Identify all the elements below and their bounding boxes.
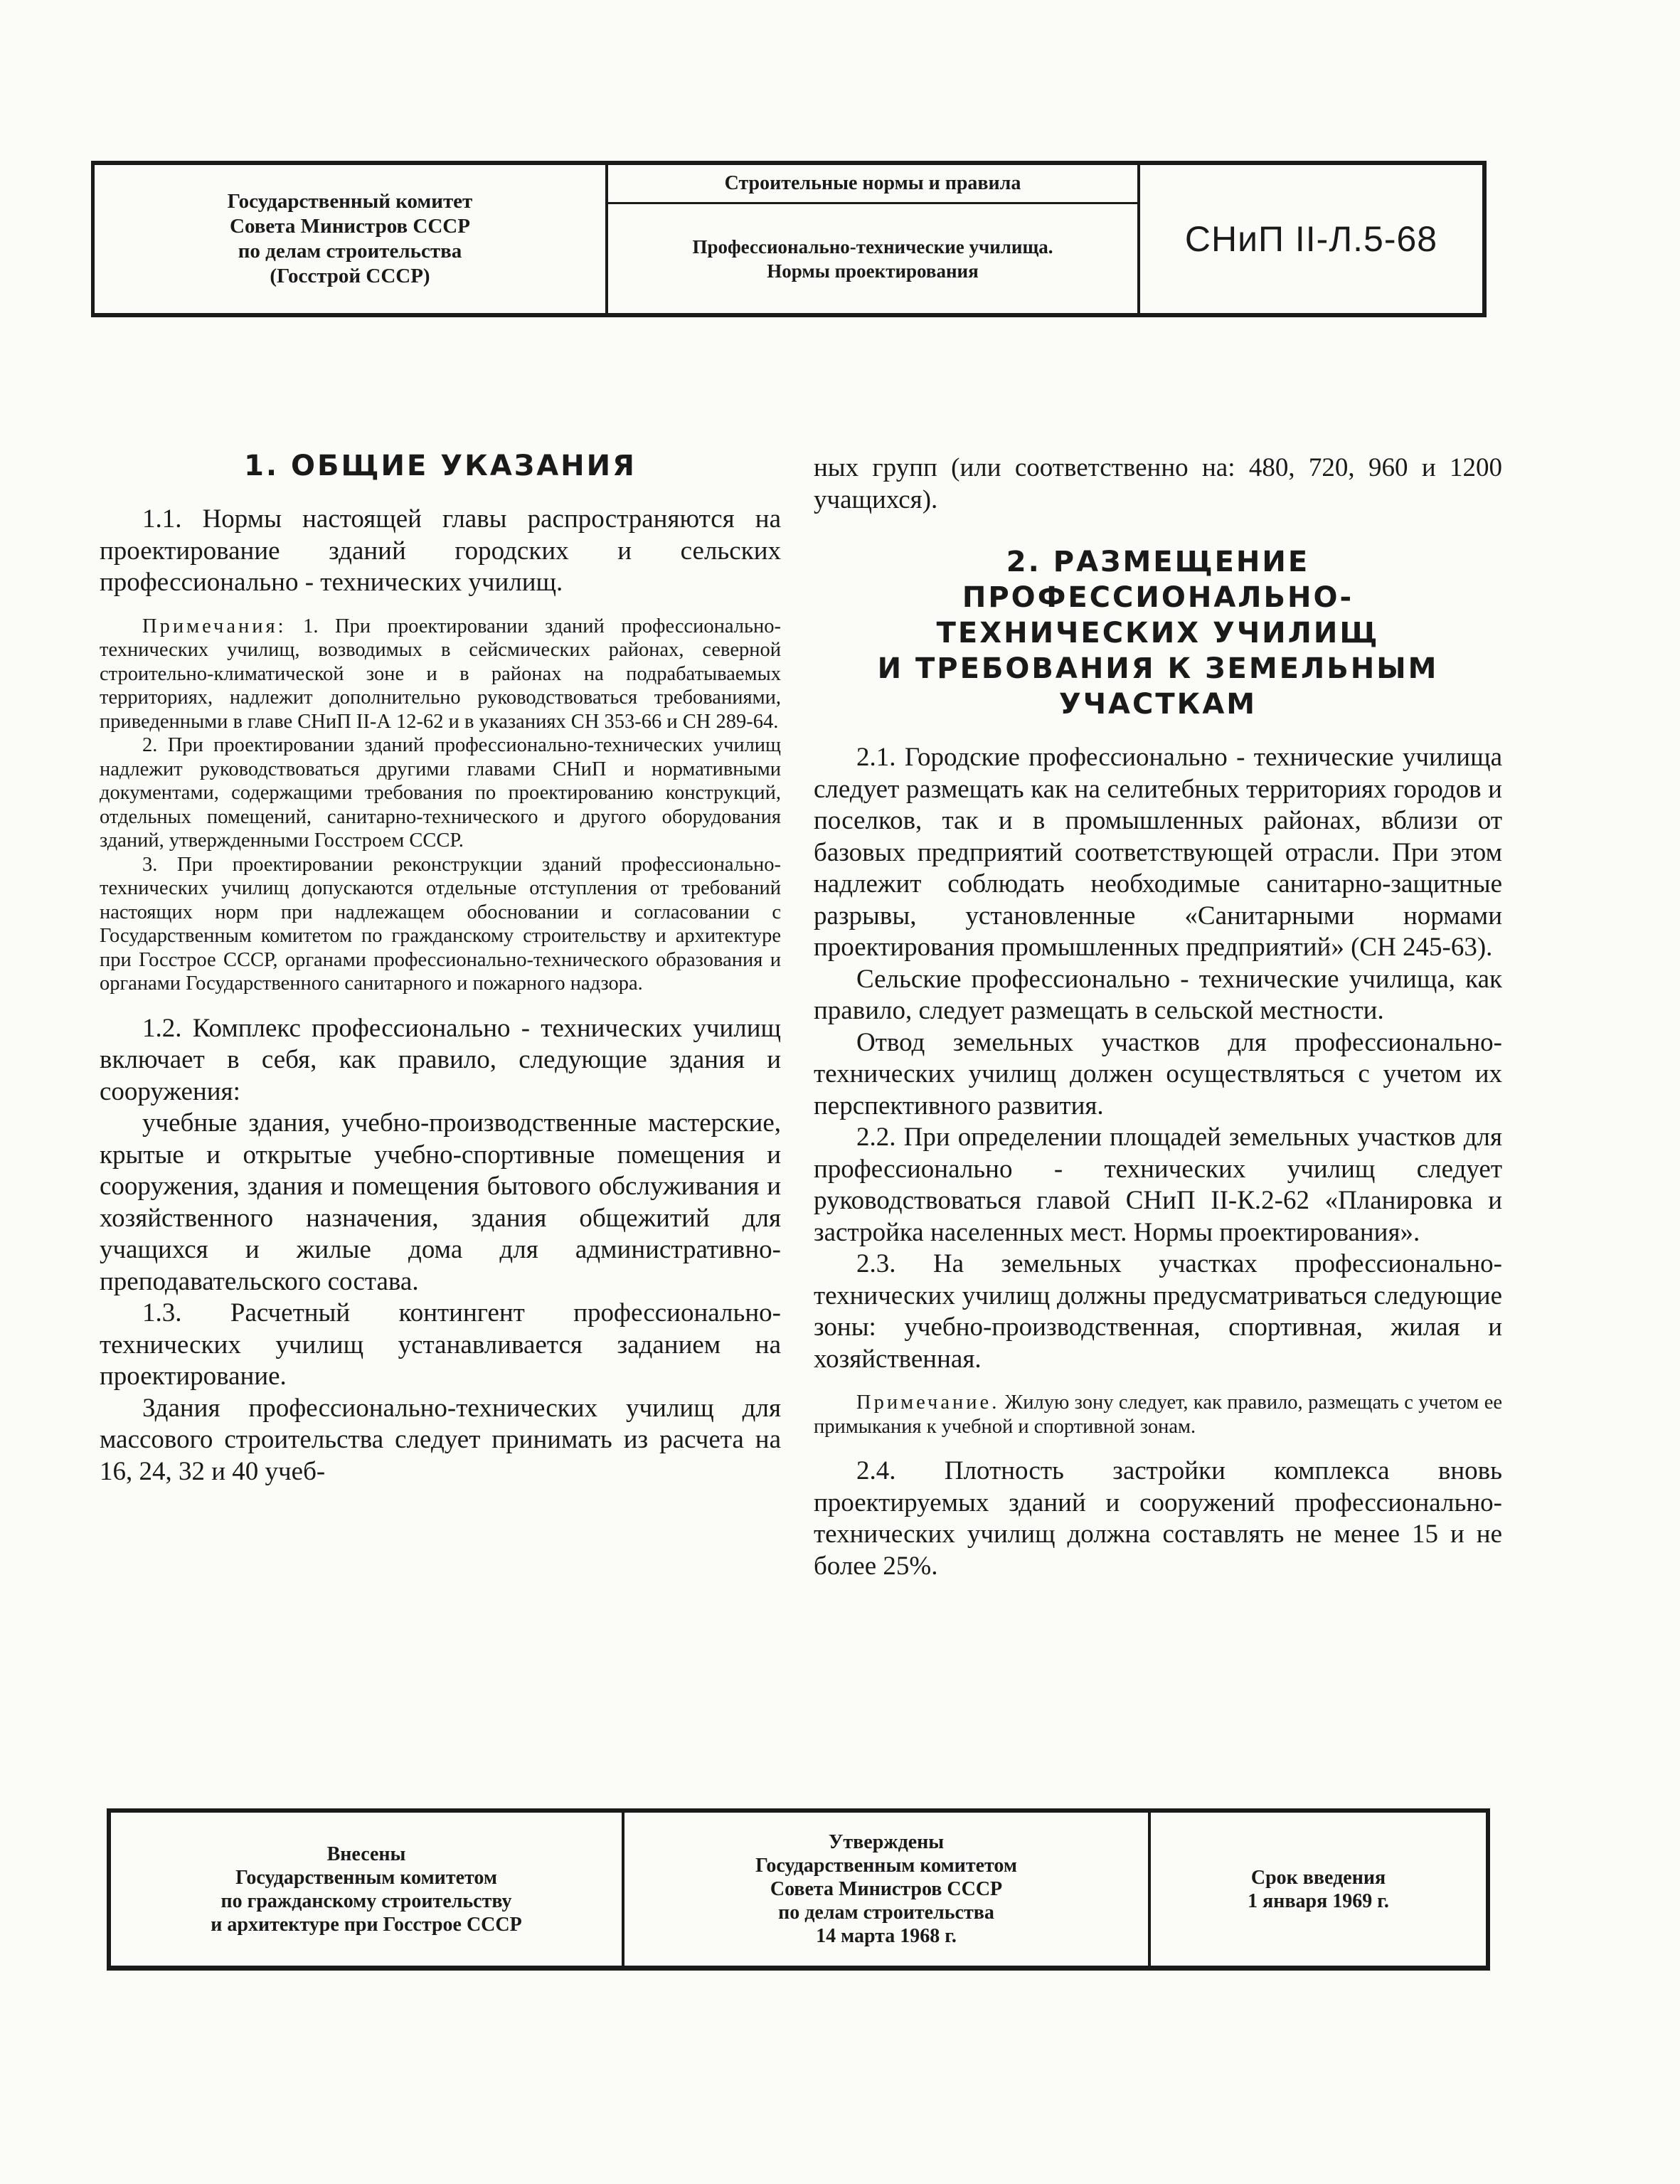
section-2-title-line: ТЕХНИЧЕСКИХ УЧИЛИЩ xyxy=(936,617,1380,650)
right-column xyxy=(814,452,1502,1582)
paragraph-continuation: ных групп (или соответственно на: 480, 720, 960 и 1200 учащихся). xyxy=(814,453,1502,514)
section-2-title-line: И ТРЕБОВАНИЯ К ЗЕМЕЛЬНЫМ xyxy=(877,652,1439,685)
approved-line: Совета Министров СССР xyxy=(770,1878,1003,1900)
note-text: Жилую зону следует, как правило, размещать с учетом ее примыкания к учебной и спортивной зонам. xyxy=(814,1391,1503,1438)
paragraph-1-3-cont: Здания профессионально-технических училищ для массового строительства следует принимать из расчета на 16, 24, 32 и 40 учеб- xyxy=(100,1393,781,1486)
note-3: 3. При проектировании реконструкции зданий профессионально-технических училищ допускаются отдельные отступления от требований настоящих норм при надлежащем обосновании и согласовании с Государственным комитетом по гражданскому строительству и архитектуре при Госстрое СССР, органами профессионально-технического образования и органами Государственного санитарного и пожарного надзора. xyxy=(100,853,781,995)
note-1: 1. При проектировании зданий профессионально-технических училищ, возводимых в сейсмических районах, северной строительно-климатической зоне и в районах на подрабатываемых территориях, надлежит дополнительно руководствоваться требованиями, приведенными в главе СНиП II-А 12-62 и в указаниях СН 353-66 и СН 289-64. xyxy=(100,615,781,733)
approved-by-block xyxy=(624,1813,1151,1966)
paragraph-2-1: 2.1. Городские профессионально - технические училища следует размещать как на селитебных территориях городов и поселков, так и в промышленных районах, вблизи от базовых предприятий соответствующей отрасли. При этом надлежит соблюдать необходимые санитарно-защитные разрывы, установленные «Санитарными нормами проектирования промышленных предприятий» (СН 245-63). xyxy=(814,743,1502,962)
approved-line: по делам строительства xyxy=(778,1902,994,1924)
section-2-title-line: 2. РАЗМЕЩЕНИЕ ПРОФЕССИОНАЛЬНО- xyxy=(962,546,1354,614)
submitted-by-block xyxy=(111,1813,624,1966)
notes-block xyxy=(100,615,781,996)
document-title-block xyxy=(608,165,1140,313)
paragraph-1-2-list: учебные здания, учебно-производственные мастерские, крытые и открытые учебно-спортивные помещения и сооружения, здания и помещения бытового обслуживания и хозяйственного назначения, здания общежитий для учащихся и жилые дома для административно-преподавательского состава. xyxy=(100,1108,781,1296)
submitted-line: по гражданскому строительству xyxy=(220,1889,512,1912)
document-title-line: Профессионально-технические училища. xyxy=(692,235,1053,258)
issuer-block xyxy=(95,165,608,313)
approved-line: Утверждены xyxy=(828,1831,945,1853)
approved-date: 14 марта 1968 г. xyxy=(816,1925,957,1947)
paragraph-2-1-rural: Сельские профессионально - технические училища, как правило, следует размещать в сельской местности. xyxy=(814,964,1502,1025)
footer-table xyxy=(107,1808,1490,1971)
issuer-line: Государственный комитет xyxy=(227,190,473,213)
section-2-title xyxy=(814,544,1502,722)
paragraph-2-3: 2.3. На земельных участках профессионально-технических училищ должны предусматриваться следующие зоны: учебно-производственная, спортивная, жилая и хозяйственная. xyxy=(814,1249,1502,1374)
effective-date-block xyxy=(1151,1813,1486,1966)
notes-label: Примечания: xyxy=(142,615,287,637)
effective-label: Срок введения xyxy=(1250,1866,1386,1889)
section-1-title: 1. ОБЩИЕ УКАЗАНИЯ xyxy=(244,450,637,482)
paragraph-2-4: 2.4. Плотность застройки комплекса вновь проектируемых зданий и сооружений профессионально-технических училищ должна составлять не менее 15 и не более 25%. xyxy=(814,1456,1502,1581)
note-label: Примечание. xyxy=(856,1391,1000,1414)
document-title-line: Нормы проектирования xyxy=(767,260,979,282)
submitted-line: Государственным комитетом xyxy=(235,1866,497,1889)
paragraph-2-1-land: Отвод земельных участков для профессионально-технических училищ должен осуществляться с учетом их перспективного развития. xyxy=(814,1027,1502,1120)
note-2: 2. При проектировании зданий профессионально-технических училищ надлежит руководствоваться другими главами СНиП и нормативными документами, содержащими требования по проектированию конструкций, отдельных помещений, санитарно-технического и другого оборудования зданий, утвержденными Госстроем СССР. xyxy=(100,734,781,852)
header-table xyxy=(91,161,1487,317)
issuer-line: Совета Министров СССР xyxy=(230,215,470,238)
approved-line: Государственным комитетом xyxy=(755,1855,1017,1877)
series-title: Строительные нормы и правила xyxy=(608,165,1137,204)
submitted-line: и архитектуре при Госстрое СССР xyxy=(211,1913,522,1936)
paragraph-1-1: 1.1. Нормы настоящей главы распространяются на проектирование зданий городских и сельских профессионально - технических училищ. xyxy=(100,504,781,597)
section-2-title-line: УЧАСТКАМ xyxy=(1058,688,1258,721)
issuer-line: по делам строительства xyxy=(238,240,462,263)
note-block-2 xyxy=(814,1391,1502,1438)
effective-date: 1 января 1969 г. xyxy=(1248,1889,1389,1912)
paragraph-1-3: 1.3. Расчетный контингент профессионально-технических училищ устанавливается заданием на проектирование. xyxy=(100,1298,781,1391)
paragraph-1-2: 1.2. Комплекс профессионально - технических училищ включает в себя, как правило, следующие здания и сооружения: xyxy=(100,1013,781,1106)
paragraph-2-2: 2.2. При определении площадей земельных участков для профессионально - технических училищ следует руководствоваться главой СНиП II-К.2-62 «Планировка и застройка населенных мест. Нормы проектирования». xyxy=(814,1123,1502,1247)
document-code: СНиП II-Л.5-68 xyxy=(1184,219,1438,259)
submitted-line: Внесены xyxy=(326,1843,406,1865)
left-column xyxy=(100,448,781,1488)
issuer-line: (Госстрой СССР) xyxy=(270,265,430,287)
